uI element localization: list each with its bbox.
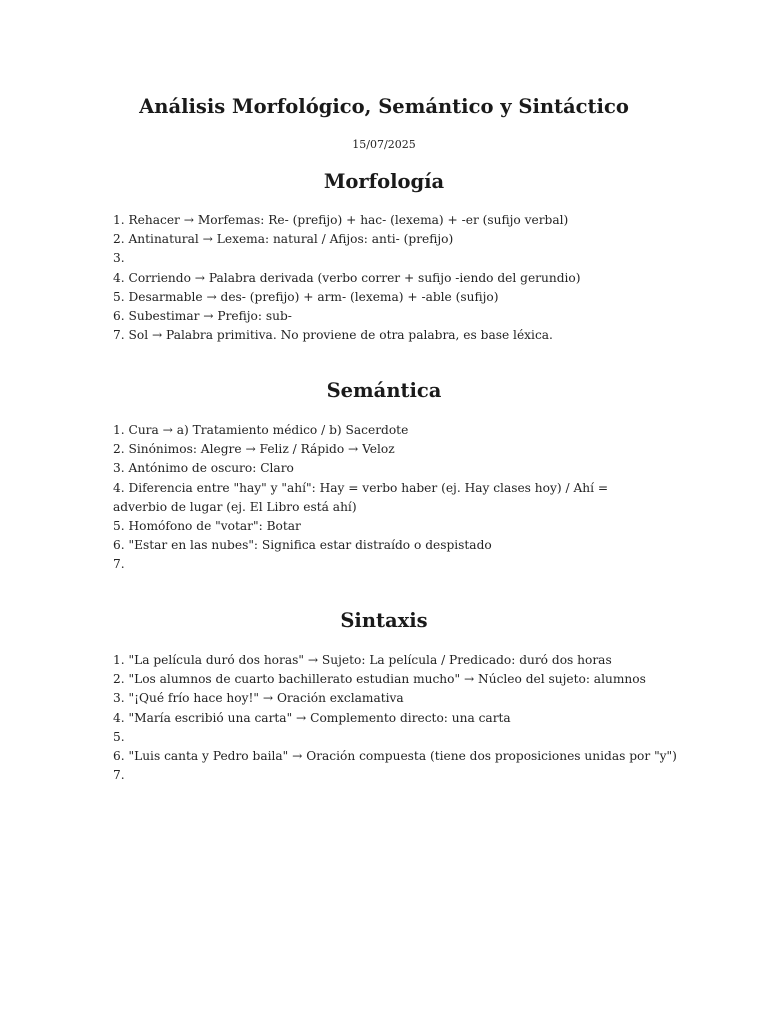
- list-item: 2. Sinónimos: Alegre → Feliz / Rápido → Veloz: [113, 442, 395, 457]
- sintaxis-list: [113, 651, 677, 785]
- list-item: 3. "¡Qué frío hace hoy!" → Oración exclamativa: [113, 691, 404, 706]
- list-item: 3.: [113, 251, 125, 266]
- section-heading-morfologia: Morfología: [323, 170, 445, 193]
- section-heading-semantica: Semántica: [326, 379, 442, 402]
- list-item: 4. Corriendo → Palabra derivada (verbo correr + sufijo -iendo del gerundio): [113, 270, 581, 285]
- list-item: 7. Sol → Palabra primitiva. No proviene de otra palabra, es base léxica.: [113, 328, 553, 343]
- list-item: 2. "Los alumnos de cuarto bachillerato estudian mucho" → Núcleo del sujeto: alumnos: [113, 672, 646, 687]
- section-heading-sintaxis: Sintaxis: [340, 609, 428, 632]
- list-item: 6. "Estar en las nubes": Significa estar distraído o despistado: [113, 538, 492, 553]
- list-item: 1. Rehacer → Morfemas: Re- (prefijo) + hac- (lexema) + -er (sufijo verbal): [113, 213, 569, 227]
- list-item: 7.: [113, 768, 125, 783]
- list-item: 1. "La película duró dos horas" → Sujeto: La película / Predicado: duró dos horas: [113, 653, 612, 667]
- list-item: 4. Diferencia entre "hay" y "ahí": Hay = verbo haber (ej. Hay clases hoy) / Ahí = adverbio de lugar (ej. El Libro está ahí): [113, 480, 609, 514]
- list-item: 4. "María escribió una carta" → Complemento directo: una carta: [113, 710, 511, 725]
- list-item: 6. Subestimar → Prefijo: sub-: [113, 309, 292, 324]
- list-item: 5. Homófono de "votar": Botar: [113, 519, 301, 534]
- document-title: Análisis Morfológico, Semántico y Sintáctico: [139, 95, 629, 118]
- list-item: 5. Desarmable → des- (prefijo) + arm- (lexema) + -able (sufijo): [113, 289, 499, 304]
- list-item: 1. Cura → a) Tratamiento médico / b) Sacerdote: [113, 423, 409, 437]
- list-item: 5.: [113, 729, 125, 744]
- semantica-list: [113, 421, 658, 575]
- list-item: 3. Antónimo de oscuro: Claro: [113, 461, 294, 476]
- document-date: 15/07/2025: [352, 138, 416, 151]
- morfologia-list: [113, 211, 658, 345]
- list-item: 7.: [113, 557, 125, 572]
- list-item: 2. Antinatural → Lexema: natural / Afijos: anti- (prefijo): [113, 232, 454, 247]
- list-item: 6. "Luis canta y Pedro baila" → Oración compuesta (tiene dos proposiciones unidas por "y"): [113, 749, 677, 764]
